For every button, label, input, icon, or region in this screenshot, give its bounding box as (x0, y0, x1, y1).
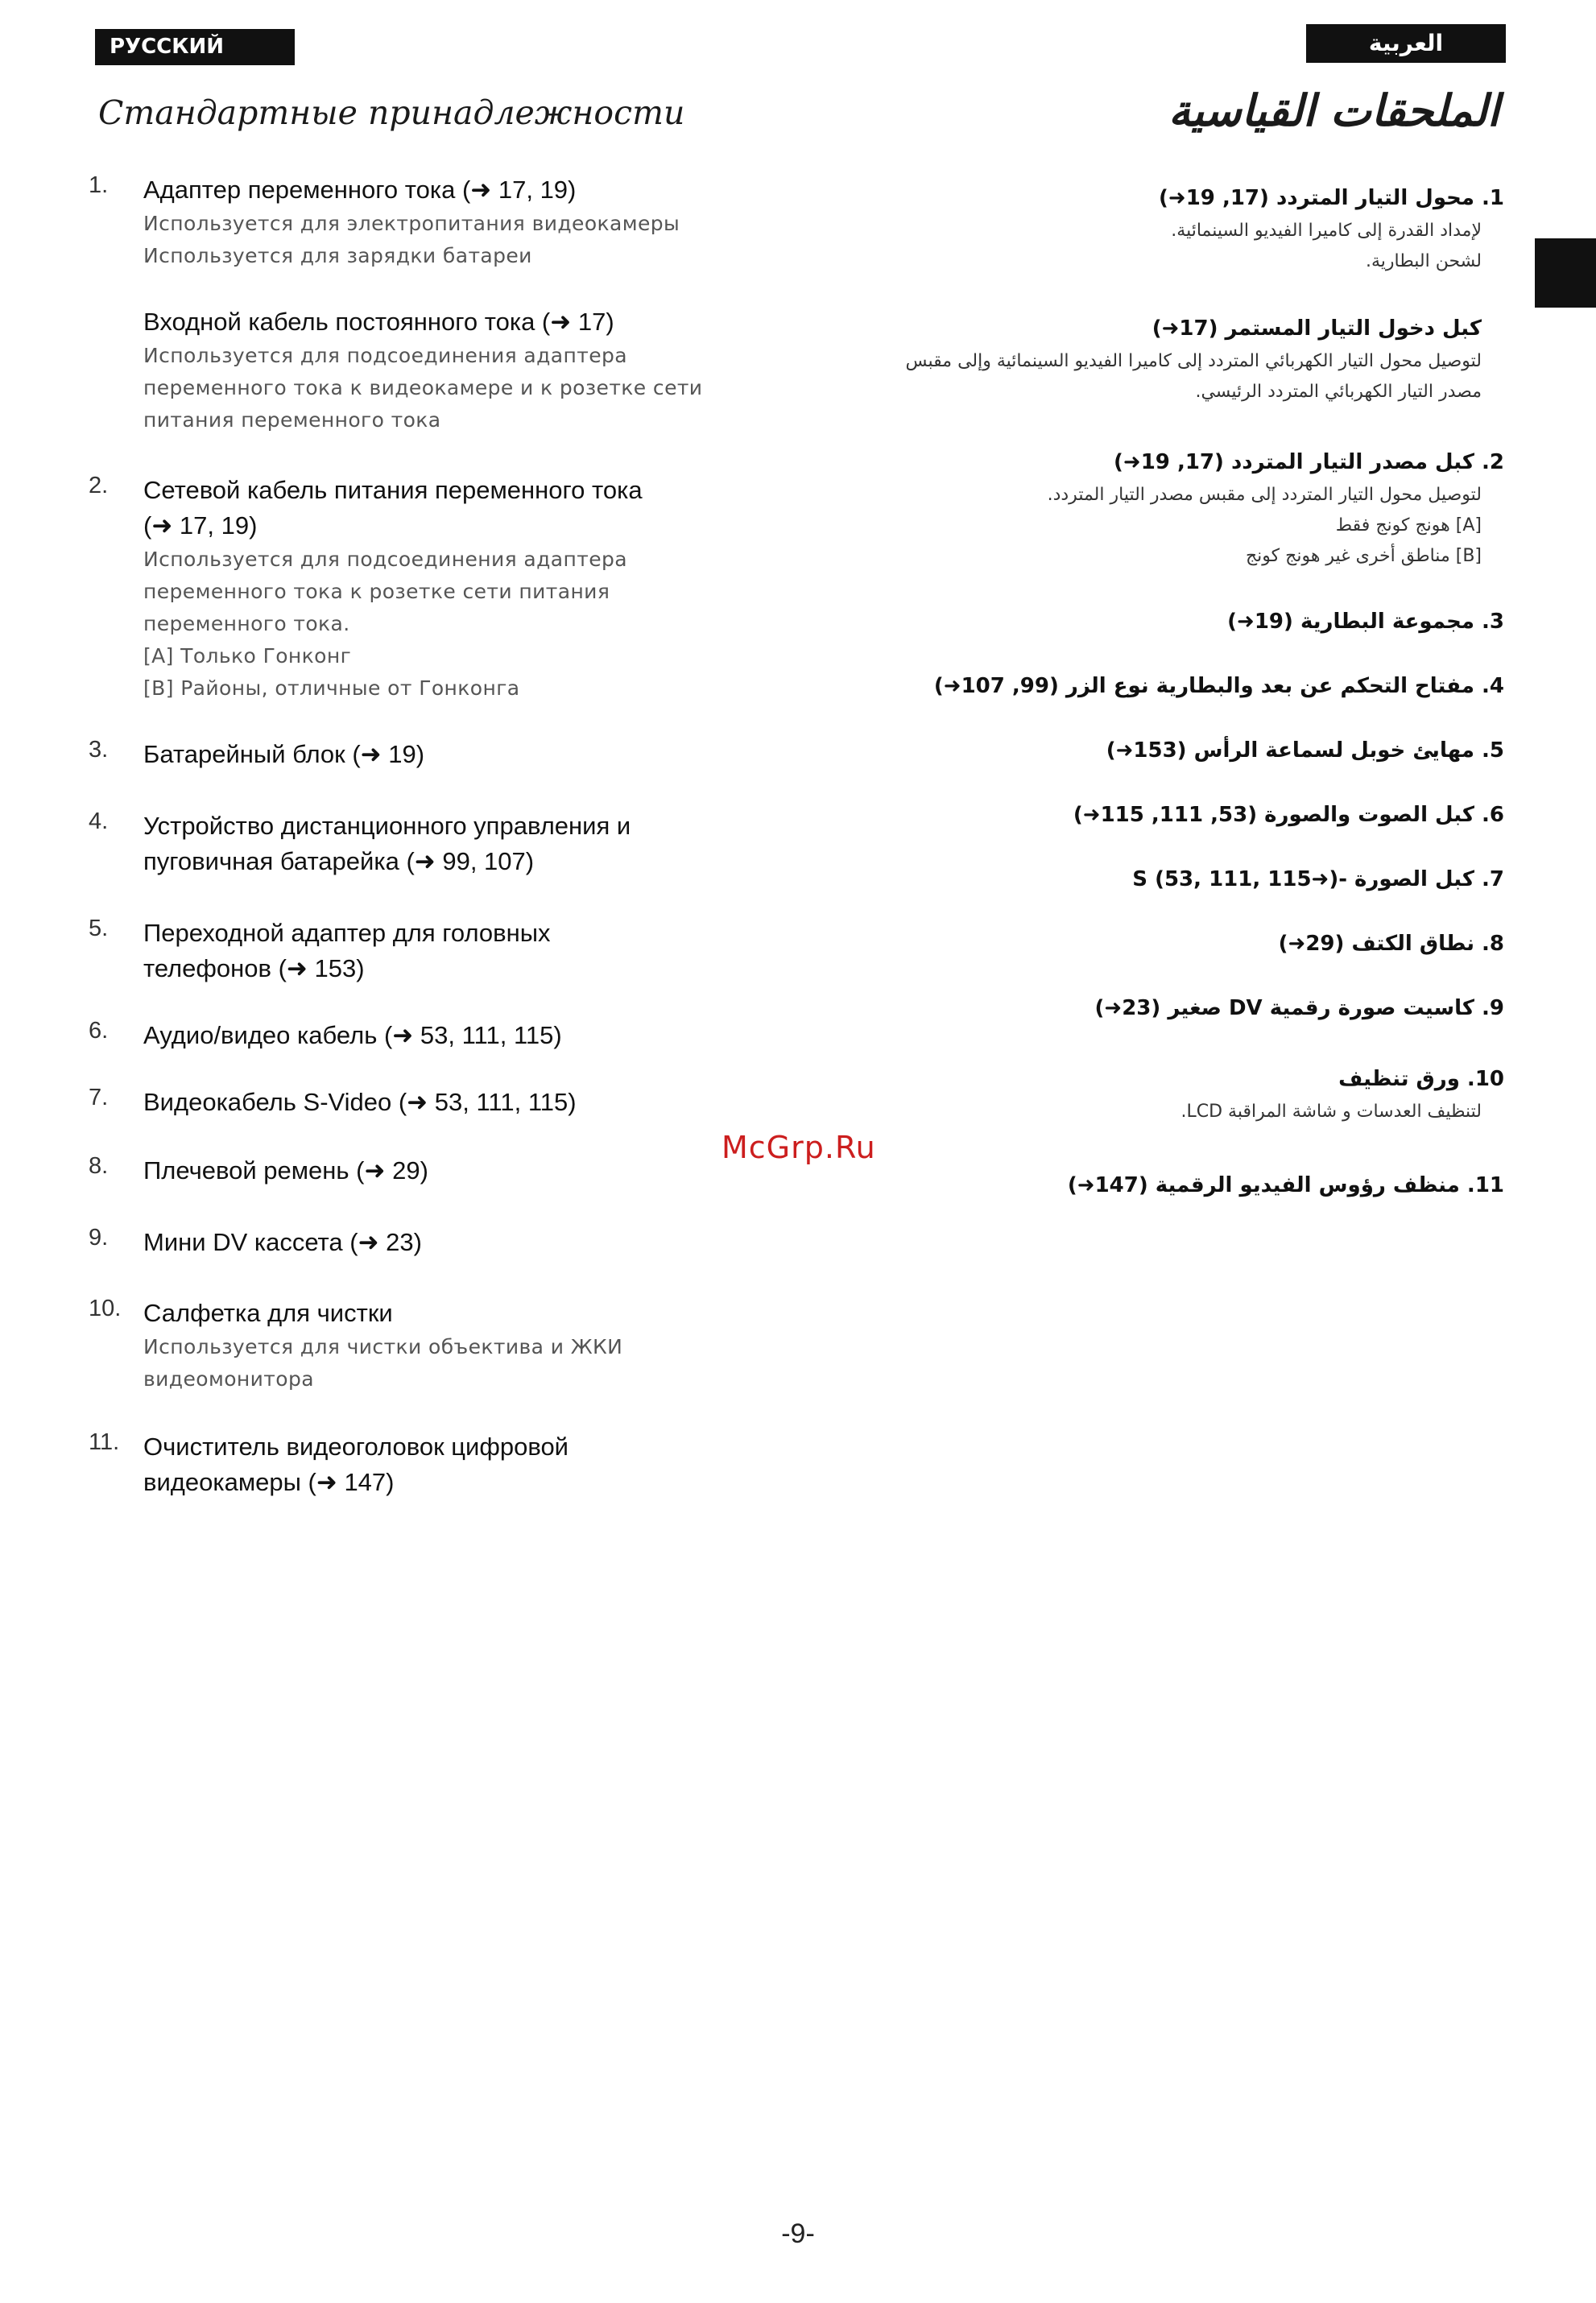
ru-item-4 (89, 808, 765, 879)
item-description: لشحن البطارية. (1365, 251, 1482, 271)
item-name: Видеокабель S-Video (➜ 53, 111, 115) (143, 1088, 577, 1116)
item-number: 2. (89, 473, 109, 498)
page-title-arabic: الملحقات القياسية (1168, 85, 1499, 136)
item-name: Салфетка для чистки (143, 1299, 393, 1327)
watermark: McGrp.Ru (722, 1130, 876, 1165)
item-name-continued: видеокамеры (➜ 147) (143, 1468, 395, 1496)
ar-item-6 (844, 797, 1504, 833)
item-description: لتوصيل محول التيار المتردد إلى مقبس مصدر التيار المتردد. (1047, 485, 1482, 505)
ar-item-3 (844, 604, 1504, 639)
ar-item-1-dc-cable (844, 311, 1504, 407)
item-description: [A] هونج كونج فقط (1335, 515, 1482, 535)
page-title-russian: Стандартные принадлежности (98, 93, 685, 132)
ar-item-4 (844, 668, 1504, 704)
item-name: 7. كبل الصورة -S (53, 111, 115➜) (1132, 867, 1504, 891)
item-name: كبل دخول التيار المستمر (17➜) (1152, 316, 1482, 341)
ru-item-5 (89, 916, 765, 986)
item-name: 2. كبل مصدر التيار المتردد (17, 19➜) (1114, 450, 1504, 474)
ar-item-8 (844, 926, 1504, 961)
item-name: Переходной адаптер для головных (143, 919, 551, 947)
item-number: 7. (89, 1085, 109, 1110)
item-name: 3. مجموعة البطارية (19➜) (1227, 610, 1504, 634)
item-name: 9. كاسيت صورة رقمية DV صغير (23➜) (1094, 996, 1504, 1020)
item-description: Используется для зарядки батареи (143, 244, 532, 267)
item-number: 5. (89, 916, 109, 941)
item-number: 11. (89, 1429, 120, 1455)
ar-item-7 (844, 862, 1504, 897)
ru-item-10 (89, 1296, 765, 1395)
ar-item-2 (844, 444, 1504, 572)
item-name-continued: телефонов (➜ 153) (143, 954, 365, 982)
item-description: لتنظيف العدسات و شاشة المراقبة LCD. (1180, 1102, 1482, 1122)
item-number: 9. (89, 1225, 109, 1251)
item-name: 1. محول التيار المتردد (17, 19➜) (1159, 186, 1504, 210)
language-badge-arabic: العربية (1306, 24, 1506, 63)
item-name: Адаптер переменного тока (➜ 17, 19) (143, 176, 577, 204)
ar-item-11 (844, 1168, 1504, 1203)
item-name-continued: пуговичная батарейка (➜ 99, 107) (143, 847, 535, 875)
item-description: [B] Районы, отличные от Гонконга (143, 676, 520, 700)
item-number: 10. (89, 1296, 122, 1321)
ru-item-1 (89, 172, 765, 272)
item-name-continued: (➜ 17, 19) (143, 511, 258, 540)
ru-item-2 (89, 473, 765, 705)
item-description: Используется для подсоединения адаптера (143, 548, 628, 571)
ar-item-9 (844, 990, 1504, 1026)
item-name: 11. منظف رؤوس الفيديو الرقمية (147➜) (1067, 1173, 1504, 1197)
item-name: Устройство дистанционного управления и (143, 812, 631, 840)
item-description: переменного тока. (143, 612, 350, 635)
item-description: питания переменного тока (143, 408, 441, 432)
section-edge-tab (1535, 238, 1596, 308)
item-name: 6. كبل الصوت والصورة (53, 111, 115➜) (1073, 803, 1504, 827)
item-name: Сетевой кабель питания переменного тока (143, 476, 643, 504)
item-description: Используется для электропитания видеокамеры (143, 212, 680, 235)
item-description: Используется для подсоединения адаптера (143, 344, 628, 367)
item-name: Очиститель видеоголовок цифровой (143, 1433, 569, 1461)
item-name: 4. مفتاح التحكم عن بعد والبطارية نوع الزر (99, 107➜) (933, 674, 1504, 698)
item-description: Используется для чистки объектива и ЖКИ (143, 1335, 623, 1358)
item-description: [B] مناطق أخرى غير هونج كونج (1245, 546, 1482, 566)
ar-item-5 (844, 733, 1504, 768)
ru-item-7 (89, 1085, 765, 1120)
item-description: переменного тока к видеокамере и к розетке сети (143, 376, 703, 399)
item-number: 4. (89, 808, 109, 834)
ru-item-9 (89, 1225, 765, 1260)
ru-item-3 (89, 737, 765, 772)
item-name: Мини DV кассета (➜ 23) (143, 1228, 422, 1256)
ar-item-1 (844, 180, 1504, 277)
item-description: видеомонитора (143, 1367, 314, 1391)
item-description: переменного тока к розетке сети питания (143, 580, 610, 603)
item-description: [A] Только Гонконг (143, 644, 352, 668)
item-name: Аудио/видео кабель (➜ 53, 111, 115) (143, 1021, 562, 1049)
ru-item-1-dc-cable (89, 304, 765, 436)
item-number: 6. (89, 1018, 109, 1044)
item-name: Плечевой ремень (➜ 29) (143, 1156, 428, 1185)
item-name: Батарейный блок (➜ 19) (143, 740, 425, 768)
page-number: -9- (781, 2218, 815, 2249)
item-number: 3. (89, 737, 109, 763)
ru-item-8 (89, 1153, 765, 1189)
item-description: لإمداد القدرة إلى كاميرا الفيديو السينمائية. (1171, 221, 1482, 241)
ru-item-6 (89, 1018, 765, 1053)
ru-item-11 (89, 1429, 765, 1500)
item-description: لتوصيل محول التيار الكهربائي المتردد إلى كاميرا الفيديو السينمائية وإلى مقبس (905, 351, 1482, 371)
ar-item-10 (844, 1061, 1504, 1127)
language-badge-russian: РУССКИЙ ЯЗЫК (95, 29, 295, 65)
item-name: Входной кабель постоянного тока (➜ 17) (143, 308, 614, 336)
item-name: 10. ورق تنظيف (1338, 1067, 1504, 1091)
item-number: 8. (89, 1153, 109, 1179)
item-description: مصدر التيار الكهربائي المتردد الرئيسي. (1195, 382, 1482, 402)
item-name: 8. نطاق الكتف (29➜) (1278, 932, 1504, 956)
item-name: 5. مهايئ خوبل لسماعة الرأس (153➜) (1106, 738, 1504, 763)
item-number: 1. (89, 172, 109, 198)
